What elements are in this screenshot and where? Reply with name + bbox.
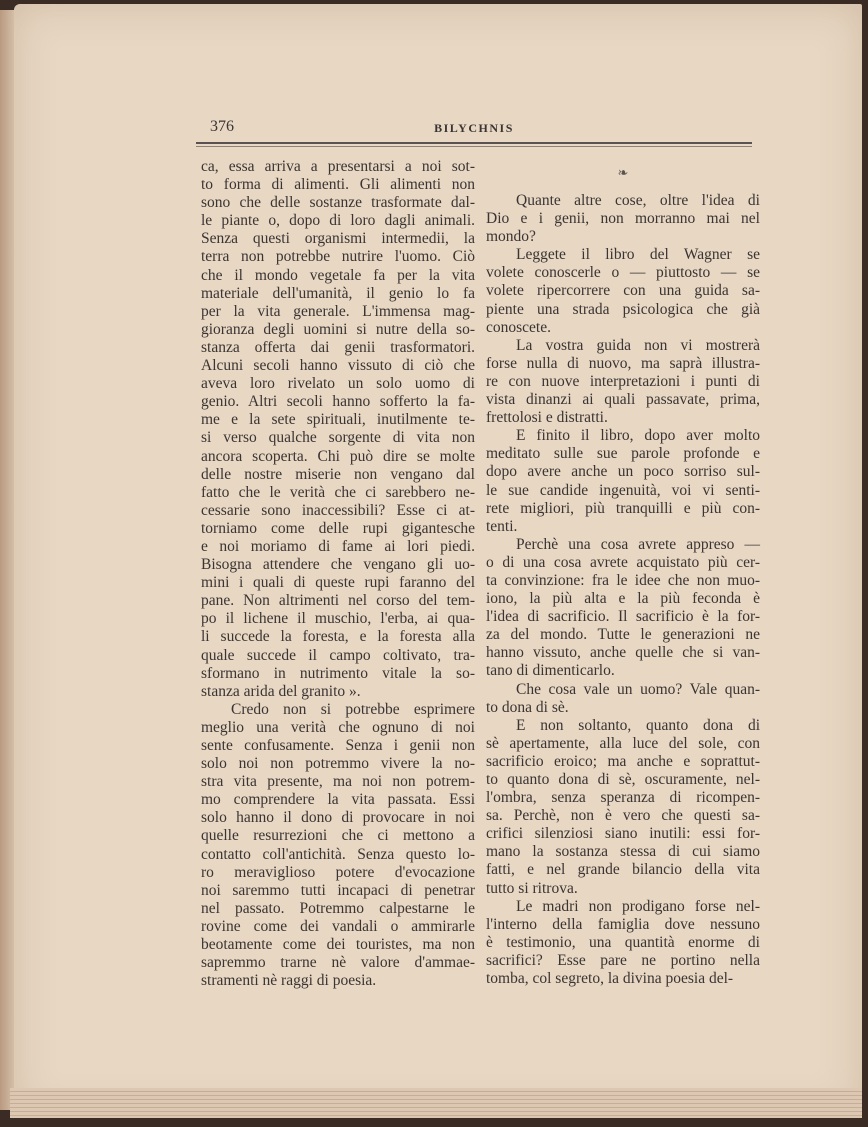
text-line: è testimonio, una quantità enorme di	[486, 933, 760, 951]
text-line: nel passato. Potremmo calpestarne le	[201, 899, 475, 917]
text-line: beotamente come dei touristes, ma non	[201, 936, 475, 954]
text-line: Bisogna attendere che vengano gli uo-	[201, 556, 475, 574]
text-line: stanza arida del granito ».	[201, 682, 361, 700]
text-line: le piante o, dopo di loro dagli animali.	[201, 212, 475, 230]
text-line: E non soltanto, quanto dona di	[516, 716, 760, 734]
text-line: l'ombra, senza speranza di ricompen-	[486, 789, 760, 807]
text-line: o di una cosa avrete acquistato più cer-	[486, 553, 760, 571]
running-title: BILYCHNIS	[434, 121, 514, 135]
text-line: me e la sete spirituali, inutilmente te-	[201, 411, 475, 429]
section-ornament: ❧	[617, 165, 629, 180]
text-line: Quante altre cose, oltre l'idea di	[516, 192, 760, 209]
text-line: pane. Non altrimenti nel corso del tem-	[201, 592, 475, 610]
text-line: Leggete il libro del Wagner se	[516, 246, 760, 264]
text-line: re con nuove interpretazioni i punti di	[486, 372, 760, 390]
text-line: piente una strada psicologica che già	[486, 300, 760, 318]
text-line: Alcuni secoli hanno vissuto di ciò che	[201, 357, 475, 375]
text-line: Perchè una cosa avrete appreso —	[516, 535, 760, 553]
text-line: conoscete.	[486, 318, 551, 336]
text-line: quale succede il campo coltivato, tra-	[201, 646, 475, 664]
text-line: ta convinzione: fra le idee che non muo-	[486, 571, 760, 589]
header-rule-thin	[196, 146, 752, 147]
page-edge-bottom	[10, 1088, 862, 1118]
text-line: tenti.	[486, 517, 518, 535]
text-line: meglio una verità che ognuno di noi	[201, 718, 475, 736]
text-line: iono, la più alta e la più feconda è	[486, 590, 760, 608]
text-line: vista dinanzi ai quali passavate, prima,	[486, 391, 760, 409]
text-line: solo noi non potremmo vivere la no-	[201, 755, 475, 773]
text-line: quelle resurrezioni che ci mettono a	[201, 827, 475, 845]
page-number: 376	[210, 118, 234, 135]
text-line: stanza offerta dai genii trasformatori.	[201, 338, 475, 356]
text-line: terra non potrebbe nutrire l'uomo. Ciò	[201, 248, 475, 266]
text-line: delle nostre miserie non vengano dal	[201, 465, 475, 483]
header-rule	[196, 142, 752, 144]
text-line: mini i quali di queste rupi faranno del	[201, 574, 475, 592]
text-line: po il lichene il muschio, l'erba, ai qua-	[201, 610, 475, 628]
text-line: tano di dimenticarlo.	[486, 662, 615, 680]
text-line: dopo avere anche un poco sorriso sul-	[486, 463, 760, 481]
text-line: gioranza degli uomini si nutre della so-	[201, 320, 475, 338]
page-header	[196, 118, 752, 142]
text-line: li succede la foresta, e la foresta alla	[201, 628, 475, 646]
text-line: forse nulla di nuovo, ma saprà illustra-	[486, 354, 760, 372]
text-line: crifici silenziosi siano inutili: essi for-	[486, 825, 760, 843]
text-line: ca, essa arriva a presentarsi a noi sot-	[201, 158, 475, 175]
left-column	[201, 158, 475, 990]
text-line: mondo?	[486, 228, 536, 246]
text-line: volete ripercorrere con una guida sa-	[486, 282, 760, 300]
text-line: che il mondo vegetale fa per la vita	[201, 266, 475, 284]
text-line: sacrificio eroico; ma anche e soprattut-	[486, 752, 760, 770]
text-line: volete conoscerle o — piuttosto — se	[486, 264, 760, 282]
text-line: si verso qualche sorgente di vita non	[201, 429, 475, 447]
text-line: fatto che le verità che ci sarebbero ne-	[201, 483, 475, 501]
text-line: meditato sulle sue parole profonde e	[486, 445, 760, 463]
text-line: sformano in nutrimento vitale la so-	[201, 664, 475, 682]
text-line: za del mondo. Tutte le generazioni ne	[486, 626, 760, 644]
text-line: torniamo come delle rupi gigantesche	[201, 519, 475, 537]
text-line: Le madri non prodigano forse nel-	[516, 897, 760, 915]
text-line: tutto si ritrova.	[486, 879, 578, 897]
text-line: E finito il libro, dopo aver molto	[516, 427, 760, 445]
text-line: Credo non si potrebbe esprimere	[231, 700, 475, 718]
text-line: to quanto dona di sè, oscuramente, nel-	[486, 771, 760, 788]
text-line: contatto coll'antichità. Senza questo lo-	[201, 845, 475, 863]
text-line: La vostra guida non vi mostrerà	[516, 336, 760, 354]
text-line: frettolosi e distratti.	[486, 409, 608, 427]
text-line: noi saremmo tutti incapaci di penetrar	[201, 881, 475, 899]
text-line: to forma di alimenti. Gli alimenti non	[201, 176, 475, 194]
text-line: Senza questi organismi intermedii, la	[201, 230, 475, 248]
text-line: ro meraviglioso potere d'evocazione	[201, 863, 475, 881]
text-line: ancora scoperta. Chi può dire se molte	[201, 447, 475, 465]
text-line: sapremmo trarne nè valore d'ammae-	[201, 954, 475, 972]
text-line: mo comprendere la vita passata. Essi	[201, 791, 475, 809]
text-line: sacrifici? Esse pare ne portino nella	[486, 951, 760, 969]
text-line: genio. Altri secoli hanno sofferto la fa-	[201, 393, 475, 411]
text-line: sono che delle sostanze trasformate dal-	[201, 194, 475, 212]
right-column	[486, 164, 760, 988]
text-line: tomba, col segreto, la divina poesia del-	[486, 970, 734, 988]
text-line: e noi moriamo di fame ai lori piedi.	[201, 537, 475, 555]
text-line: fatti, e nel grande bilancio della vita	[486, 861, 760, 879]
text-line: Dio e i genii, non morranno mai nel	[486, 210, 760, 228]
text-line: aveva loro rivelato un solo uomo di	[201, 375, 475, 393]
text-line: le sue candide ingenuità, voi vi senti-	[486, 481, 760, 499]
text-line: Che cosa vale un uomo? Vale quan-	[516, 680, 760, 698]
text-line: materiale dell'umanità, il genio lo fa	[201, 284, 475, 302]
text-line: stra vita presente, ma noi non potrem-	[201, 773, 475, 791]
text-line: mano la sostanza stessa di cui siamo	[486, 843, 760, 861]
text-line: l'interno della famiglia dove nessuno	[486, 915, 760, 933]
text-line: rovine come dei vandali o ammirarle	[201, 917, 475, 935]
text-line: to dona di sè.	[486, 698, 569, 716]
text-line: solo hanno il dono di provocare in noi	[201, 809, 475, 827]
text-line: per la vita generale. L'immensa mag-	[201, 302, 475, 320]
text-line: rete migliori, più tranquilli e più con-	[486, 499, 760, 517]
text-line: sa. Perchè, non è vero che questi sa-	[486, 807, 760, 825]
text-line: sè apertamente, alla luce del sole, con	[486, 734, 760, 752]
text-line: l'idea di sacrificio. Il sacrificio è la for-	[486, 608, 760, 626]
text-line: sente confusamente. Senza i genii non	[201, 737, 475, 754]
text-line: hanno vissuto, anche quelle che si van-	[486, 644, 760, 662]
text-line: cessarie sono inaccessibili? Esse ci at-	[201, 501, 475, 519]
text-line: stramenti nè raggi di poesia.	[201, 972, 377, 990]
